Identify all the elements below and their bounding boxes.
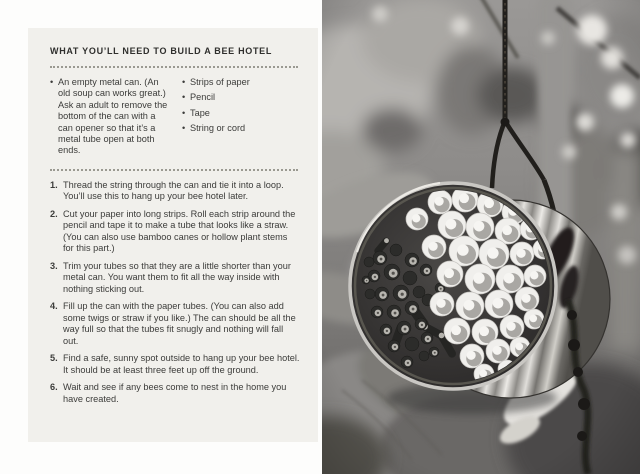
step-item [50,180,300,203]
step-item [50,209,300,255]
steps-list [50,180,300,406]
step-item [50,301,300,347]
list-item [182,77,300,88]
dotted-divider-top [50,66,298,68]
materials-column-main [50,77,172,161]
step-number: 2. [50,208,58,219]
material-text: Tape [190,107,210,118]
page-title: WHAT YOU’LL NEED TO BUILD A BEE HOTEL [50,46,273,56]
step-text: Trim your tubes so that they are a little shorter than your metal can. You want them to fit all the way inside with nothing sticking out. [63,260,291,294]
list-item [182,108,300,119]
bullet-icon: • [182,77,186,87]
material-text: An empty metal can. (An old soup can works great.) Ask an adult to remove the bottom of the can with a can opener so that it’s a metal tube open at both ends. [58,77,168,156]
bullet-icon: • [50,77,54,87]
photo-page [322,0,640,474]
list-item [50,77,172,157]
step-text: Thread the string through the can and tie it into a loop. You’ll use this to hang up your bee hotel later. [63,179,284,202]
dotted-divider-bottom [50,169,298,171]
step-item [50,353,300,376]
list-item [182,123,300,134]
material-text: Pencil [190,92,216,103]
step-number: 1. [50,179,58,190]
material-text: Strips of paper [190,77,250,87]
materials-column-extra [172,77,300,161]
step-text: Fill up the can with the paper tubes. (You can also add some twigs or straw if you like.) The can should be all the way full so that the tubes fit snugly and nothing will fall out. [63,301,296,346]
step-item [50,261,300,296]
step-text: Wait and see if any bees come to nest in the home you have created. [63,382,287,404]
step-number: 6. [50,382,58,393]
step-number: 5. [50,353,58,364]
list-item [182,92,300,103]
instructions-card [28,28,318,442]
materials-list [50,77,300,161]
step-number: 3. [50,260,58,271]
bee-hotel-photo [322,0,640,474]
bullet-icon: • [182,92,186,103]
step-text: Cut your paper into long strips. Roll each strip around the pencil and tape it to make a tube that looks like a straw. (You can also use bamboo canes or hollow plant stems for this part.) [63,208,296,254]
step-text: Find a safe, sunny spot outside to hang up your bee hotel. It should be at least three feet up off the ground. [63,353,300,375]
step-item [50,382,300,405]
material-text: String or cord [190,123,246,134]
bullet-icon: • [182,123,186,134]
vignette [322,0,640,474]
bullet-icon: • [182,107,186,118]
step-number: 4. [50,301,58,312]
